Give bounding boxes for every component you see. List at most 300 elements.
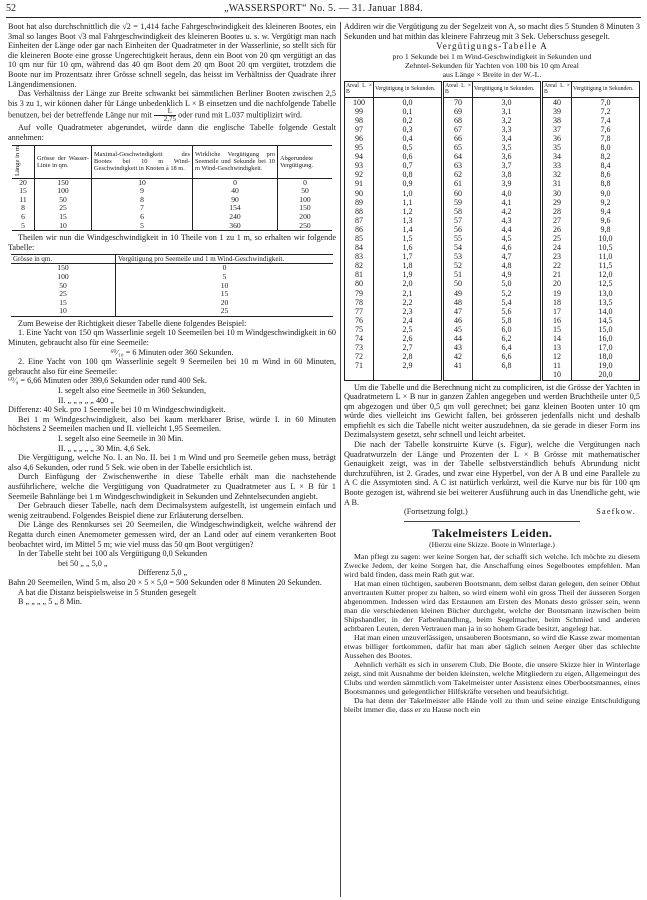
table-cell: 0 <box>303 177 307 187</box>
paragraph: Durch Einfügung der Zwischenwerthe in diese Tabelle erhält man die nachstehende ausführlichere, welche die Vergütigung von Quadratmeter zu Quadratmeter aus L × B für 1 Seemeile Bahnlänge bei 1 m Windgeschwindigkeit in Sekunden und Zehntelsecunden angiebt. <box>8 472 336 501</box>
table-cell: 84 <box>345 243 374 252</box>
table-row <box>345 207 640 216</box>
table-cell: 0 <box>193 178 278 187</box>
table-cell: 10 <box>35 222 92 231</box>
table-cell: 46 <box>443 316 473 325</box>
table-cell: 40 <box>193 187 278 196</box>
table-cell <box>345 370 374 380</box>
table-cell: 79 <box>345 289 374 298</box>
table-cell: 4,4 <box>473 225 542 234</box>
table-cell: 0 <box>222 263 227 273</box>
article-subheading: (Hierzu eine Skizze. Boote in Winterlage.) <box>429 540 555 550</box>
running-title: „WASSERSPORT“ No. 5. — 31. Januar 1884. <box>224 3 423 14</box>
table-cell: 89 <box>345 198 374 207</box>
table-row <box>345 261 640 270</box>
table-row <box>345 225 640 234</box>
paragraph: I. segelt also eine Seemeile in 360 Sekunden, <box>58 386 207 396</box>
table-cell: 15 <box>542 325 572 334</box>
table-cell: 5 <box>12 222 35 231</box>
table-cell: 1,6 <box>374 243 443 252</box>
table-cell: 8,0 <box>572 143 640 152</box>
table-cell: 3,2 <box>473 116 542 125</box>
table-cell: 3,3 <box>473 125 542 134</box>
table-cell: 41 <box>443 361 473 370</box>
table-cell: 27 <box>542 216 572 225</box>
table-row <box>345 125 640 134</box>
table-cell: 67 <box>443 125 473 134</box>
table-cell: 17 <box>542 307 572 316</box>
table-cell: 47 <box>443 307 473 316</box>
table-row <box>345 325 640 334</box>
formula-line: ⁶⁰⁄₁₀ = 6 Minuten oder 360 Sekunden. <box>110 347 234 357</box>
table-cell: 12,5 <box>572 279 640 288</box>
table-header-cell: Abgerundete Vergütigung. <box>278 145 333 178</box>
table-cell: 63 <box>443 161 473 170</box>
table-cell: 100 <box>299 194 311 204</box>
fraction: $\frac{L}{2,75}$ <box>154 108 176 123</box>
table-row <box>345 243 640 252</box>
paragraph: Hat man einen unzuverlässigen, unsauberen Bootsmann, so wird die Kasse zwar momentan etwas billiger fortkommen, dafür hat man aber täglich seinen Aerger über das schlechte Aussehen des Bootes. <box>344 633 640 660</box>
table-header-cell: Areal L × B <box>542 81 572 97</box>
table-row <box>345 116 640 125</box>
table-header-cell: Areal L × B <box>443 81 473 97</box>
table-row <box>345 152 640 161</box>
paragraph: Bahn 20 Seemeilen, Wind 5 m, also 20 × 5 × 5,0 = 500 Sekunden oder 8 Minuten 20 Sekunden. <box>8 577 322 587</box>
table-cell: 9,6 <box>572 216 640 225</box>
table-cell: 65 <box>443 143 473 152</box>
table-cell: 93 <box>345 161 374 170</box>
table-cell: 0,1 <box>374 107 443 116</box>
table-cell: 4,0 <box>473 189 542 198</box>
paragraph: In der Tabelle steht bei 100 als Vergütigung 0,0 Sekunden <box>18 549 208 559</box>
table-cell: 62 <box>443 170 473 179</box>
table-cell: 9,2 <box>572 198 640 207</box>
table-cell: 5,0 <box>473 279 542 288</box>
table-cell: 22 <box>542 261 572 270</box>
table-row <box>345 279 640 288</box>
paragraph: Theilen wir nun die Windgeschwindigkeit in 10 Theile von 1 zu 1 m, so erhalten wir folgende Tabelle: <box>8 233 336 252</box>
table-cell: 5,8 <box>473 316 542 325</box>
table-cell: 15 <box>220 289 229 299</box>
table-cell: 45 <box>443 325 473 334</box>
table-cell: 8,8 <box>572 179 640 188</box>
table-cell: 18,0 <box>572 352 640 361</box>
table-row <box>345 97 640 107</box>
paragraph: A hat die Distanz beispielsweise in 5 Stunden gesegelt <box>18 587 197 597</box>
table-cell: 13,0 <box>572 289 640 298</box>
continuation-note: (Fortsetzung folgt.) <box>404 507 468 517</box>
table-row <box>345 170 640 179</box>
table-cell: 3,4 <box>473 134 542 143</box>
table-cell: 8,6 <box>572 170 640 179</box>
table-cell: 2,3 <box>374 307 443 316</box>
table-row <box>345 216 640 225</box>
table-cell: 8 <box>92 196 193 205</box>
table-row <box>345 179 640 188</box>
table-cell: 10 <box>11 307 116 316</box>
author-name: Saefkow. <box>596 507 636 517</box>
table-cell: 1,7 <box>374 252 443 261</box>
table-cell: 11 <box>542 361 572 370</box>
table-cell: 50 <box>35 196 92 205</box>
table-cell: 10,0 <box>572 234 640 243</box>
table-cell <box>443 370 473 380</box>
article-heading: Takelmeisters Leiden. <box>431 525 553 540</box>
paragraph: Die Vergütigung, welche No. I. an No. II. bei 1 m Wind und pro Seemeile geben muss, beträgt also 4,6 Sekunden, oder rund 5 Sek. wie oben in der Tabelle ersichtlich ist. <box>8 453 336 472</box>
table-cell: 360 <box>193 222 278 231</box>
table-cell: 4,7 <box>473 252 542 261</box>
table-cell: 0,0 <box>374 97 443 107</box>
table-cell: 17,0 <box>572 343 640 352</box>
table-cell: 2,9 <box>374 361 443 370</box>
table-header-cell: Vergütigung in Sekunden. <box>572 81 640 97</box>
table-row <box>345 289 640 298</box>
table-header-cell: Areal L × B <box>346 82 372 96</box>
table-cell: 99 <box>345 107 374 116</box>
table-cell: 150 <box>299 203 311 213</box>
table-cell: 1,5 <box>374 234 443 243</box>
compensation-table-a <box>344 81 640 381</box>
table-cell: 0,9 <box>374 179 443 188</box>
table-cell: 1,0 <box>374 189 443 198</box>
table-cell: 1,8 <box>374 261 443 270</box>
table-cell: 59 <box>443 198 473 207</box>
table-row <box>345 343 640 352</box>
table-row <box>345 270 640 279</box>
table-cell: 3,0 <box>473 97 542 107</box>
table-cell: 2,6 <box>374 334 443 343</box>
paragraph: Differenz 5,0 „ <box>138 568 188 578</box>
table-cell: 15 <box>11 299 116 308</box>
table-cell: 6,6 <box>473 352 542 361</box>
table-cell: 2,5 <box>374 325 443 334</box>
table-header-cell: Vergütigung in Sekunden. <box>374 81 443 97</box>
table-cell: 2,4 <box>374 316 443 325</box>
table-cell: 14,5 <box>572 316 640 325</box>
table-cell: 100 <box>345 97 374 107</box>
table-cell: 34 <box>542 152 572 161</box>
table-cell: 83 <box>345 252 374 261</box>
table-cell: 9,8 <box>572 225 640 234</box>
table-cell: 68 <box>443 116 473 125</box>
table-header-cell: Wirkliche Vergütigung pro Seemeile und Sekunde bei 10 m Wind-Geschwindigkeit. <box>193 145 278 178</box>
table-cell: 7,8 <box>572 134 640 143</box>
table-cell: 40 <box>542 97 572 107</box>
paragraph: Auf volle Quadratmeter abgerundet, würde dann die englische Tabelle folgende Gestalt annehmen: <box>8 123 336 142</box>
table-cell: 26 <box>542 225 572 234</box>
table-row <box>345 189 640 198</box>
paragraph: Aehnlich verhält es sich in unserem Club. Die Boote, die unsere Skizze hier in Winterlage zeigt, sind mit Ausnahme der beiden kleinsten, welche Mitgliedern zu eigen, Allgemeingut des Clubs und werden sämmtlich vom Takelmeister unter Assistenz eines Oberbootsmannes, eines Bootsmannes und gelegentlicher Hilfskräfte versehen und beaufsichtigt. <box>344 660 640 696</box>
table-cell: 18 <box>542 298 572 307</box>
paragraph: 1. Eine Yacht von 150 qm Wasserlinie segelt 10 Seemeilen bei 10 m Windgeschwindigkeit in 60 Minuten, gebraucht also für eine Seemeile: <box>8 328 336 348</box>
table-cell: 3,9 <box>473 179 542 188</box>
table-cell: 43 <box>443 343 473 352</box>
table-cell: 0,6 <box>374 152 443 161</box>
table-cell: 11,0 <box>572 252 640 261</box>
table-cell: 3,8 <box>473 170 542 179</box>
table-cell: 56 <box>443 225 473 234</box>
table-cell: 39 <box>542 107 572 116</box>
table-cell: 82 <box>345 261 374 270</box>
table-cell: 14 <box>542 334 572 343</box>
table-cell: 14,0 <box>572 307 640 316</box>
table-cell: 96 <box>345 134 374 143</box>
table-cell: 10 <box>220 280 229 290</box>
table-cell: 240 <box>193 213 278 222</box>
table-row <box>345 161 640 170</box>
table-cell: 61 <box>443 179 473 188</box>
table-cell: 50 <box>11 282 116 291</box>
table-cell: 9,0 <box>572 189 640 198</box>
table-cell: 55 <box>443 234 473 243</box>
table-cell: 2,0 <box>374 279 443 288</box>
table-cell: 3,7 <box>473 161 542 170</box>
table-cell: 23 <box>542 252 572 261</box>
table-subtitle: aus Länge × Breite in der W.-L. <box>442 69 542 79</box>
table-cell <box>473 370 542 380</box>
table-cell: 10 <box>92 178 193 187</box>
formula-line: ⁶⁰⁄₉ = 6,66 Minuten oder 399,6 Sekunden oder rund 400 Sek. <box>8 376 207 386</box>
table-cell: 19,0 <box>572 361 640 370</box>
table-cell: 150 <box>11 264 116 273</box>
table-cell: 94 <box>345 152 374 161</box>
table-cell: 0,2 <box>374 116 443 125</box>
table-cell: 31 <box>542 179 572 188</box>
table-cell: 0,4 <box>374 134 443 143</box>
table-cell: 81 <box>345 270 374 279</box>
table-cell: 33 <box>542 161 572 170</box>
table-cell: 71 <box>345 361 374 370</box>
table-cell: 4,9 <box>473 270 542 279</box>
paragraph: Hat man einen tüchtigen, sauberen Bootsmann, dem selbst daran gelegen, den seiner Obhut anvertrauten Kutter proper zu halten, so wird einem wohl ein gross Theil der äusseren Sorgen abgenommen. Indessen wird das Erstaunen am Ersten des Monats desto grösser sein, wenn man die verschiedenen kleinen Bücher durchgeht, welche der Bootsmann inzwischen beim Shipshandler, in der Farbenhandlung, beim Segelmacher, beim Schmied und anderen achtbaren Leuten, deren Vertrauen man ja in so hohem Grade besitzt, angelegt hat. <box>344 579 640 633</box>
table-header-cell: Grösse in qm. <box>11 255 116 264</box>
table-cell: 1,2 <box>374 207 443 216</box>
table-cell: 4,5 <box>473 234 542 243</box>
paragraph: Das Verhältniss der Länge zur Breite schwankt bei sämmtlichen Berliner Booten zwischen 2,5 bis 3 zu 1, wir können daher für Länge unbedenklich L × B einsetzen und die nachfolgende Tabelle benutzen, bei der betreffende Länge nur mit $\frac{L}{2,75}$ oder rund mit L.037 multiplizirt wird. <box>8 89 336 124</box>
table-cell: 69 <box>443 107 473 116</box>
page-number: 52 <box>6 3 16 14</box>
table-cell: 5 <box>222 271 227 281</box>
table-cell: 6,8 <box>473 361 542 370</box>
table-cell: 0,3 <box>374 125 443 134</box>
table-cell: 13,5 <box>572 298 640 307</box>
table-row <box>12 222 332 231</box>
table-cell: 10,5 <box>572 243 640 252</box>
table-cell: 20 <box>220 297 229 307</box>
page-header <box>6 3 641 17</box>
table-cell: 77 <box>345 307 374 316</box>
wind-table <box>11 254 333 317</box>
table-cell: 15 <box>12 187 35 196</box>
table-cell: 58 <box>443 207 473 216</box>
table-cell: 20,0 <box>572 370 640 380</box>
table-cell: 21 <box>542 270 572 279</box>
table-cell: 200 <box>299 211 311 221</box>
table-row <box>345 107 640 116</box>
table-cell: 54 <box>443 243 473 252</box>
header-rule <box>6 17 641 18</box>
table-cell: 5,4 <box>473 298 542 307</box>
table-cell: 8,2 <box>572 152 640 161</box>
table-cell: 24 <box>542 243 572 252</box>
table-cell: 3,1 <box>473 107 542 116</box>
paragraph: II. „ „ „ „ „ 30 Min. 4,6 Sek. <box>58 443 151 453</box>
paragraph: Die Länge des Rennkurses sei 20 Seemeilen, die Windgeschwindigkeit, welche während der Regatta durch einen Anemometer gemessen wird, der an Land oder auf einem verankerten Boot beobachtet wird, im Mittel 5 m; wie viel muss das 50 qm Boot vergütigen? <box>8 520 336 549</box>
table-cell: 16,0 <box>572 334 640 343</box>
table-header-cell: Grösse der Wasser-Linie in qm. <box>35 145 92 178</box>
paragraph: 2. Eine Yacht von 100 qm Wasserlinie segelt 9 Seemeilen bei 10 m Wind in 60 Minuten, gebraucht also für eine Seemeile: <box>8 357 336 376</box>
table-cell: 36 <box>542 134 572 143</box>
table-cell: 7,6 <box>572 125 640 134</box>
table-cell: 57 <box>443 216 473 225</box>
paragraph: Der Gebrauch dieser Tabelle, nach dem Decimalsystem aufgestellt, ist ungemein einfach und wenig zeitraubend. Folgendes Beispiel diene zur Erläuterung derselben. <box>8 501 336 520</box>
table-cell: 25 <box>220 306 229 316</box>
table-cell: 76 <box>345 316 374 325</box>
table-cell: 7,4 <box>572 116 640 125</box>
paragraph: B „ „ „ „ 5 „ 8 Min. <box>18 597 82 607</box>
table-cell: 80 <box>345 279 374 288</box>
table-cell: 48 <box>443 298 473 307</box>
table-cell: 6 <box>92 213 193 222</box>
table-cell: 15 <box>35 213 92 222</box>
article-footer <box>344 507 640 517</box>
table-cell: 30 <box>542 189 572 198</box>
table-cell: 100 <box>35 187 92 196</box>
table-cell: 44 <box>443 334 473 343</box>
table-cell <box>374 370 443 380</box>
table-cell: 42 <box>443 352 473 361</box>
table-cell: 32 <box>542 170 572 179</box>
table-cell: 6,0 <box>473 325 542 334</box>
table-cell: 100 <box>11 273 116 282</box>
table-cell: 7,2 <box>572 107 640 116</box>
table-cell: 88 <box>345 207 374 216</box>
table-cell: 13 <box>542 343 572 352</box>
paragraph: Die nach der Tabelle konstruirte Kurve (s. Figur), welche die Vergütungen nach Quadratwurzeln der Länge und Prozenten der L × B Grösse mit mathematischer Genauigkeit zeigt, was in der Tabelle selbstverständlich behufs Abrundung nicht durchzuführen, ist 2. Grades, und zwar eine Hyperbel, von der A B und eine Parallele zu A C die Assymtoten sind. A C ist natürlich verkürzt, weil die Kurve nur bis für 100 qm Boote gezogen ist, während sie bei weiterer Ausführung auch in das Unendliche geht, wie A B. <box>344 440 640 507</box>
table-row <box>345 361 640 370</box>
table-cell: 64 <box>443 152 473 161</box>
table-cell: 1,3 <box>374 216 443 225</box>
table-cell: 91 <box>345 179 374 188</box>
table-cell: 86 <box>345 225 374 234</box>
table-cell: 7,0 <box>572 97 640 107</box>
table-cell: 75 <box>345 325 374 334</box>
left-column <box>8 22 336 607</box>
table-row <box>345 352 640 361</box>
table-row <box>345 370 640 380</box>
table-cell: 72 <box>345 352 374 361</box>
table-cell: 1,4 <box>374 225 443 234</box>
table-cell: 1,9 <box>374 270 443 279</box>
table-row <box>345 298 640 307</box>
table-row <box>345 198 640 207</box>
paragraph: Bei 1 m Windgeschwindigkeit, also bei kaum merkbarer Brise, würde I. in 60 Minuten höchstens 2 Seemeilen machen und II. vielleicht 1,95 Seemeilen. <box>8 414 336 434</box>
table-cell: 90 <box>345 189 374 198</box>
paragraph: II. „ „ „ „ „ 400 „ <box>58 395 114 405</box>
table-cell: 35 <box>542 143 572 152</box>
table-cell: 6,2 <box>473 334 542 343</box>
table-cell: 9,4 <box>572 207 640 216</box>
table-header-cell: Maximal-Geschwindigkeit des Bootes bei 10 m Wind-Geschwindigkeit in Knoten à 18 m. <box>92 145 193 178</box>
table-cell: 2,8 <box>374 352 443 361</box>
table-cell: 4,8 <box>473 261 542 270</box>
table-header-cell: Länge in m <box>14 145 21 176</box>
table-row <box>345 252 640 261</box>
paragraph: bei 50 „ „ 5,0 „ <box>58 558 108 568</box>
table-cell: 250 <box>299 220 311 230</box>
table-row <box>345 307 640 316</box>
paragraph: I. segelt also eine Seemeile in 30 Min. <box>58 434 184 443</box>
table-cell: 3,6 <box>473 152 542 161</box>
table-cell: 85 <box>345 234 374 243</box>
table-cell: 90 <box>193 196 278 205</box>
table-cell: 4,1 <box>473 198 542 207</box>
table-cell: 25 <box>542 234 572 243</box>
table-cell: 0,5 <box>374 143 443 152</box>
table-cell: 10 <box>542 370 572 380</box>
table-cell: 2,1 <box>374 289 443 298</box>
table-cell: 8,4 <box>572 161 640 170</box>
table-cell: 12,0 <box>572 270 640 279</box>
paragraph: Um die Tabelle und die Berechnung nicht zu compliciren, ist die Grösse der Yachten in Quadratmetern L × B nur in ganzen Zahlen angegeben und werden Bruchtheile unter 0,5 qm abgezogen und über 0,5 qm voll gerechnet; bei ganz kleinen Booten unter 10 qm würde dies vielleicht ins Gewicht fallen, bei grösseren jedenfalls nicht und deshalb empfiehlt es sich die Tabelle nicht weiter auszudehnen, da sie gerade in dieser Form ins Dezimalsystem gesetzt, sehr schnell und leicht arbeitet. <box>344 382 640 440</box>
table-cell: 70 <box>443 97 473 107</box>
table-cell: 1,1 <box>374 198 443 207</box>
table-cell: 74 <box>345 334 374 343</box>
table-cell: 0,8 <box>374 170 443 179</box>
table-cell: 52 <box>443 261 473 270</box>
paragraph: Differenz: 40 Sek. pro 1 Seemeile bei 10 m Windgeschwindigkeit. <box>8 405 226 415</box>
table-cell: 3,5 <box>473 143 542 152</box>
table-cell: 25 <box>11 290 116 299</box>
table-cell: 150 <box>35 178 92 187</box>
table-cell: 154 <box>193 204 278 213</box>
table-cell: 73 <box>345 343 374 352</box>
table-header-cell: Vergütigung in Sekunden. <box>473 81 542 97</box>
table-cell: 51 <box>443 270 473 279</box>
section-divider <box>404 521 580 522</box>
table-cell: 50 <box>301 186 309 196</box>
table-cell: 25 <box>35 204 92 213</box>
table-cell: 16 <box>542 316 572 325</box>
table-cell: 87 <box>345 216 374 225</box>
paragraph: Man pflegt zu sagen: wer keine Sorgen hat, der schafft sich welche. Ich möchte zu diesem Zwecke Jedem, der keine Sorgen hat, die Anschaffung eines Segelbootes empfehlen. Man wird bald finden, dass mein Rath gut war. <box>344 552 640 579</box>
table-row <box>345 234 640 243</box>
table-header-cell: Vergütigung pro Seemeile und 1 m Wind-Geschwindigkeit. <box>116 255 334 264</box>
table-cell: 4,6 <box>473 243 542 252</box>
table-cell: 5,2 <box>473 289 542 298</box>
column-divider <box>340 22 341 897</box>
table-cell: 20 <box>542 279 572 288</box>
table-cell: 6 <box>12 213 35 222</box>
table-row <box>345 334 640 343</box>
table-cell: 20 <box>12 178 35 187</box>
table-cell: 66 <box>443 134 473 143</box>
table-cell: 38 <box>542 116 572 125</box>
english-table <box>12 145 332 232</box>
table-cell: 5,6 <box>473 307 542 316</box>
table-subtitle: Zehntel-Sekunden für Yachten von 100 bis 10 qm Areal <box>405 60 579 70</box>
table-cell: 0,7 <box>374 161 443 170</box>
table-subtitle: pro 1 Sekunde bei 1 m Wind-Geschwindigkeit in Sekunden und <box>392 51 592 61</box>
table-cell: 11 <box>12 196 35 205</box>
table-cell: 9 <box>92 187 193 196</box>
table-cell: 92 <box>345 170 374 179</box>
table-cell: 49 <box>443 289 473 298</box>
table-cell: 7 <box>92 204 193 213</box>
table-cell: 29 <box>542 198 572 207</box>
table-row <box>11 307 333 316</box>
table-title: Vergütigungs-Tabelle A <box>436 41 548 52</box>
